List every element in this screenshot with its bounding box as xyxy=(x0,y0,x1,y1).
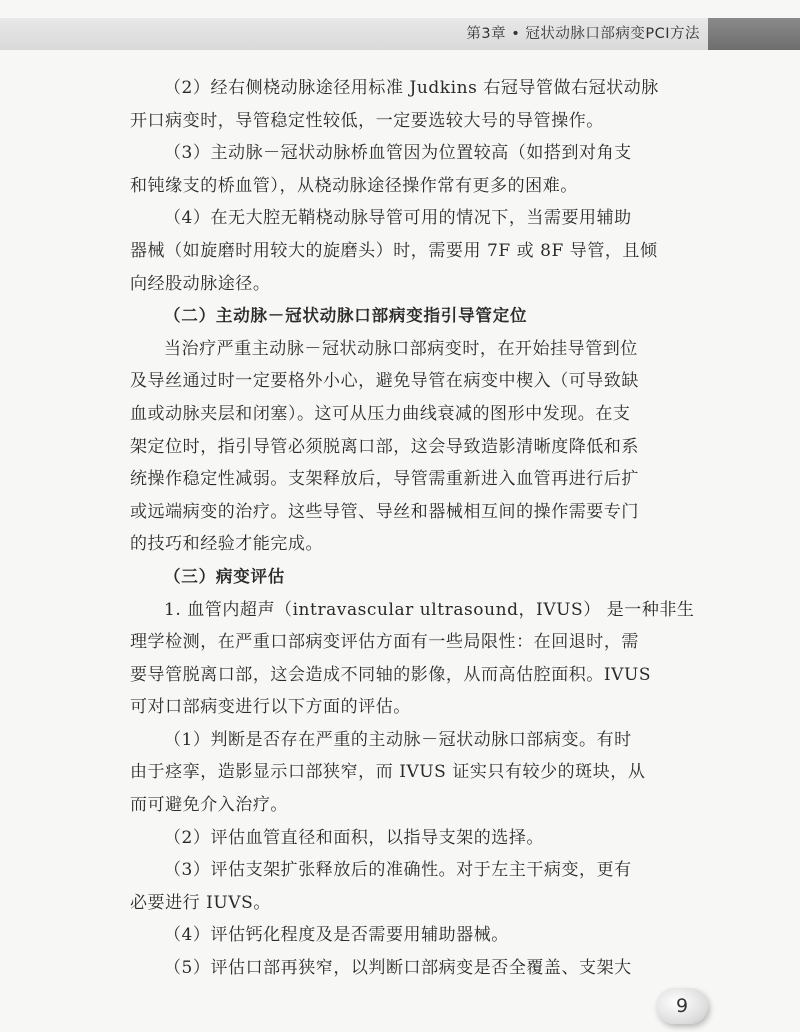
body-text-line: 血或动脉夹层和闭塞）。这可从压力曲线衰减的图形中发现。在支 xyxy=(130,403,631,424)
body-text-line: 统操作稳定性减弱。支架释放后，导管需重新进入血管再进行后扩 xyxy=(130,469,639,490)
header-tab-block xyxy=(708,18,800,50)
body-text-line: 及导丝通过时一定要格外小心，避免导管在病变中楔入（可导致缺 xyxy=(130,371,639,392)
section-heading: （三）病变评估 xyxy=(164,566,286,586)
body-text-line: 向经股动脉途径。 xyxy=(130,273,271,294)
body-text-line: 而可避免介入治疗。 xyxy=(130,795,288,816)
body-text-line: （5）评估口部再狭窄，以判断口部病变是否全覆盖、支架大 xyxy=(164,958,632,979)
body-text-line: （2）评估血管直径和面积，以指导支架的选择。 xyxy=(164,827,544,848)
body-text-line: 的技巧和经验才能完成。 xyxy=(130,534,324,555)
body-text-line: 可对口部病变进行以下方面的评估。 xyxy=(130,697,411,718)
body-text-line: （4）在无大腔无鞘桡动脉导管可用的情况下，当需要用辅助 xyxy=(164,208,632,229)
body-text-line: 架定位时，指引导管必须脱离口部，这会导致造影清晰度降低和系 xyxy=(130,436,639,457)
running-header-title: 第3章 • 冠状动脉口部病变PCI方法 xyxy=(466,26,700,42)
body-text-line: 要导管脱离口部，这会造成不同轴的影像，从而高估腔面积。IVUS xyxy=(130,664,652,685)
body-text-line: （3）评估支架扩张释放后的准确性。对于左主干病变，更有 xyxy=(164,860,632,881)
body-text-line: 器械（如旋磨时用较大的旋磨头）时，需要用 7F 或 8F 导管，且倾 xyxy=(130,240,658,261)
body-text-line: 开口病变时，导管稳定性较低，一定要选较大号的导管操作。 xyxy=(130,110,604,131)
body-text-line: 必要进行 IUVS。 xyxy=(130,892,271,913)
body-text-line: 理学检测，在严重口部病变评估方面有一些局限性：在回退时，需 xyxy=(130,632,639,653)
section-heading: （二）主动脉－冠状动脉口部病变指引导管定位 xyxy=(164,306,528,326)
body-text-line: 1. 血管内超声（intravascular ultrasound，IVUS） 是一种非生 xyxy=(164,599,695,620)
body-text-line: （4）评估钙化程度及是否需要用辅助器械。 xyxy=(164,925,509,946)
body-text-line: （2）经右侧桡动脉途径用标准 Judkins 右冠导管做右冠状动脉 xyxy=(164,78,659,98)
body-text-line: 或远端病变的治疗。这些导管、导丝和器械相互间的操作需要专门 xyxy=(130,501,639,522)
body-text-line: 当治疗严重主动脉－冠状动脉口部病变时，在开始挂导管到位 xyxy=(164,338,638,359)
body-text-line: 由于痉挛，造影显示口部狭窄，而 IVUS 证实只有较少的斑块，从 xyxy=(130,762,646,783)
body-text-line: （1）判断是否存在严重的主动脉－冠状动脉口部病变。有时 xyxy=(164,729,632,750)
body-text-line: （3）主动脉－冠状动脉桥血管因为位置较高（如搭到对角支 xyxy=(164,143,632,164)
page-number: 9 xyxy=(656,988,708,1024)
body-text-line: 和钝缘支的桥血管），从桡动脉途径操作常有更多的困难。 xyxy=(130,175,578,196)
page-body xyxy=(130,72,700,985)
